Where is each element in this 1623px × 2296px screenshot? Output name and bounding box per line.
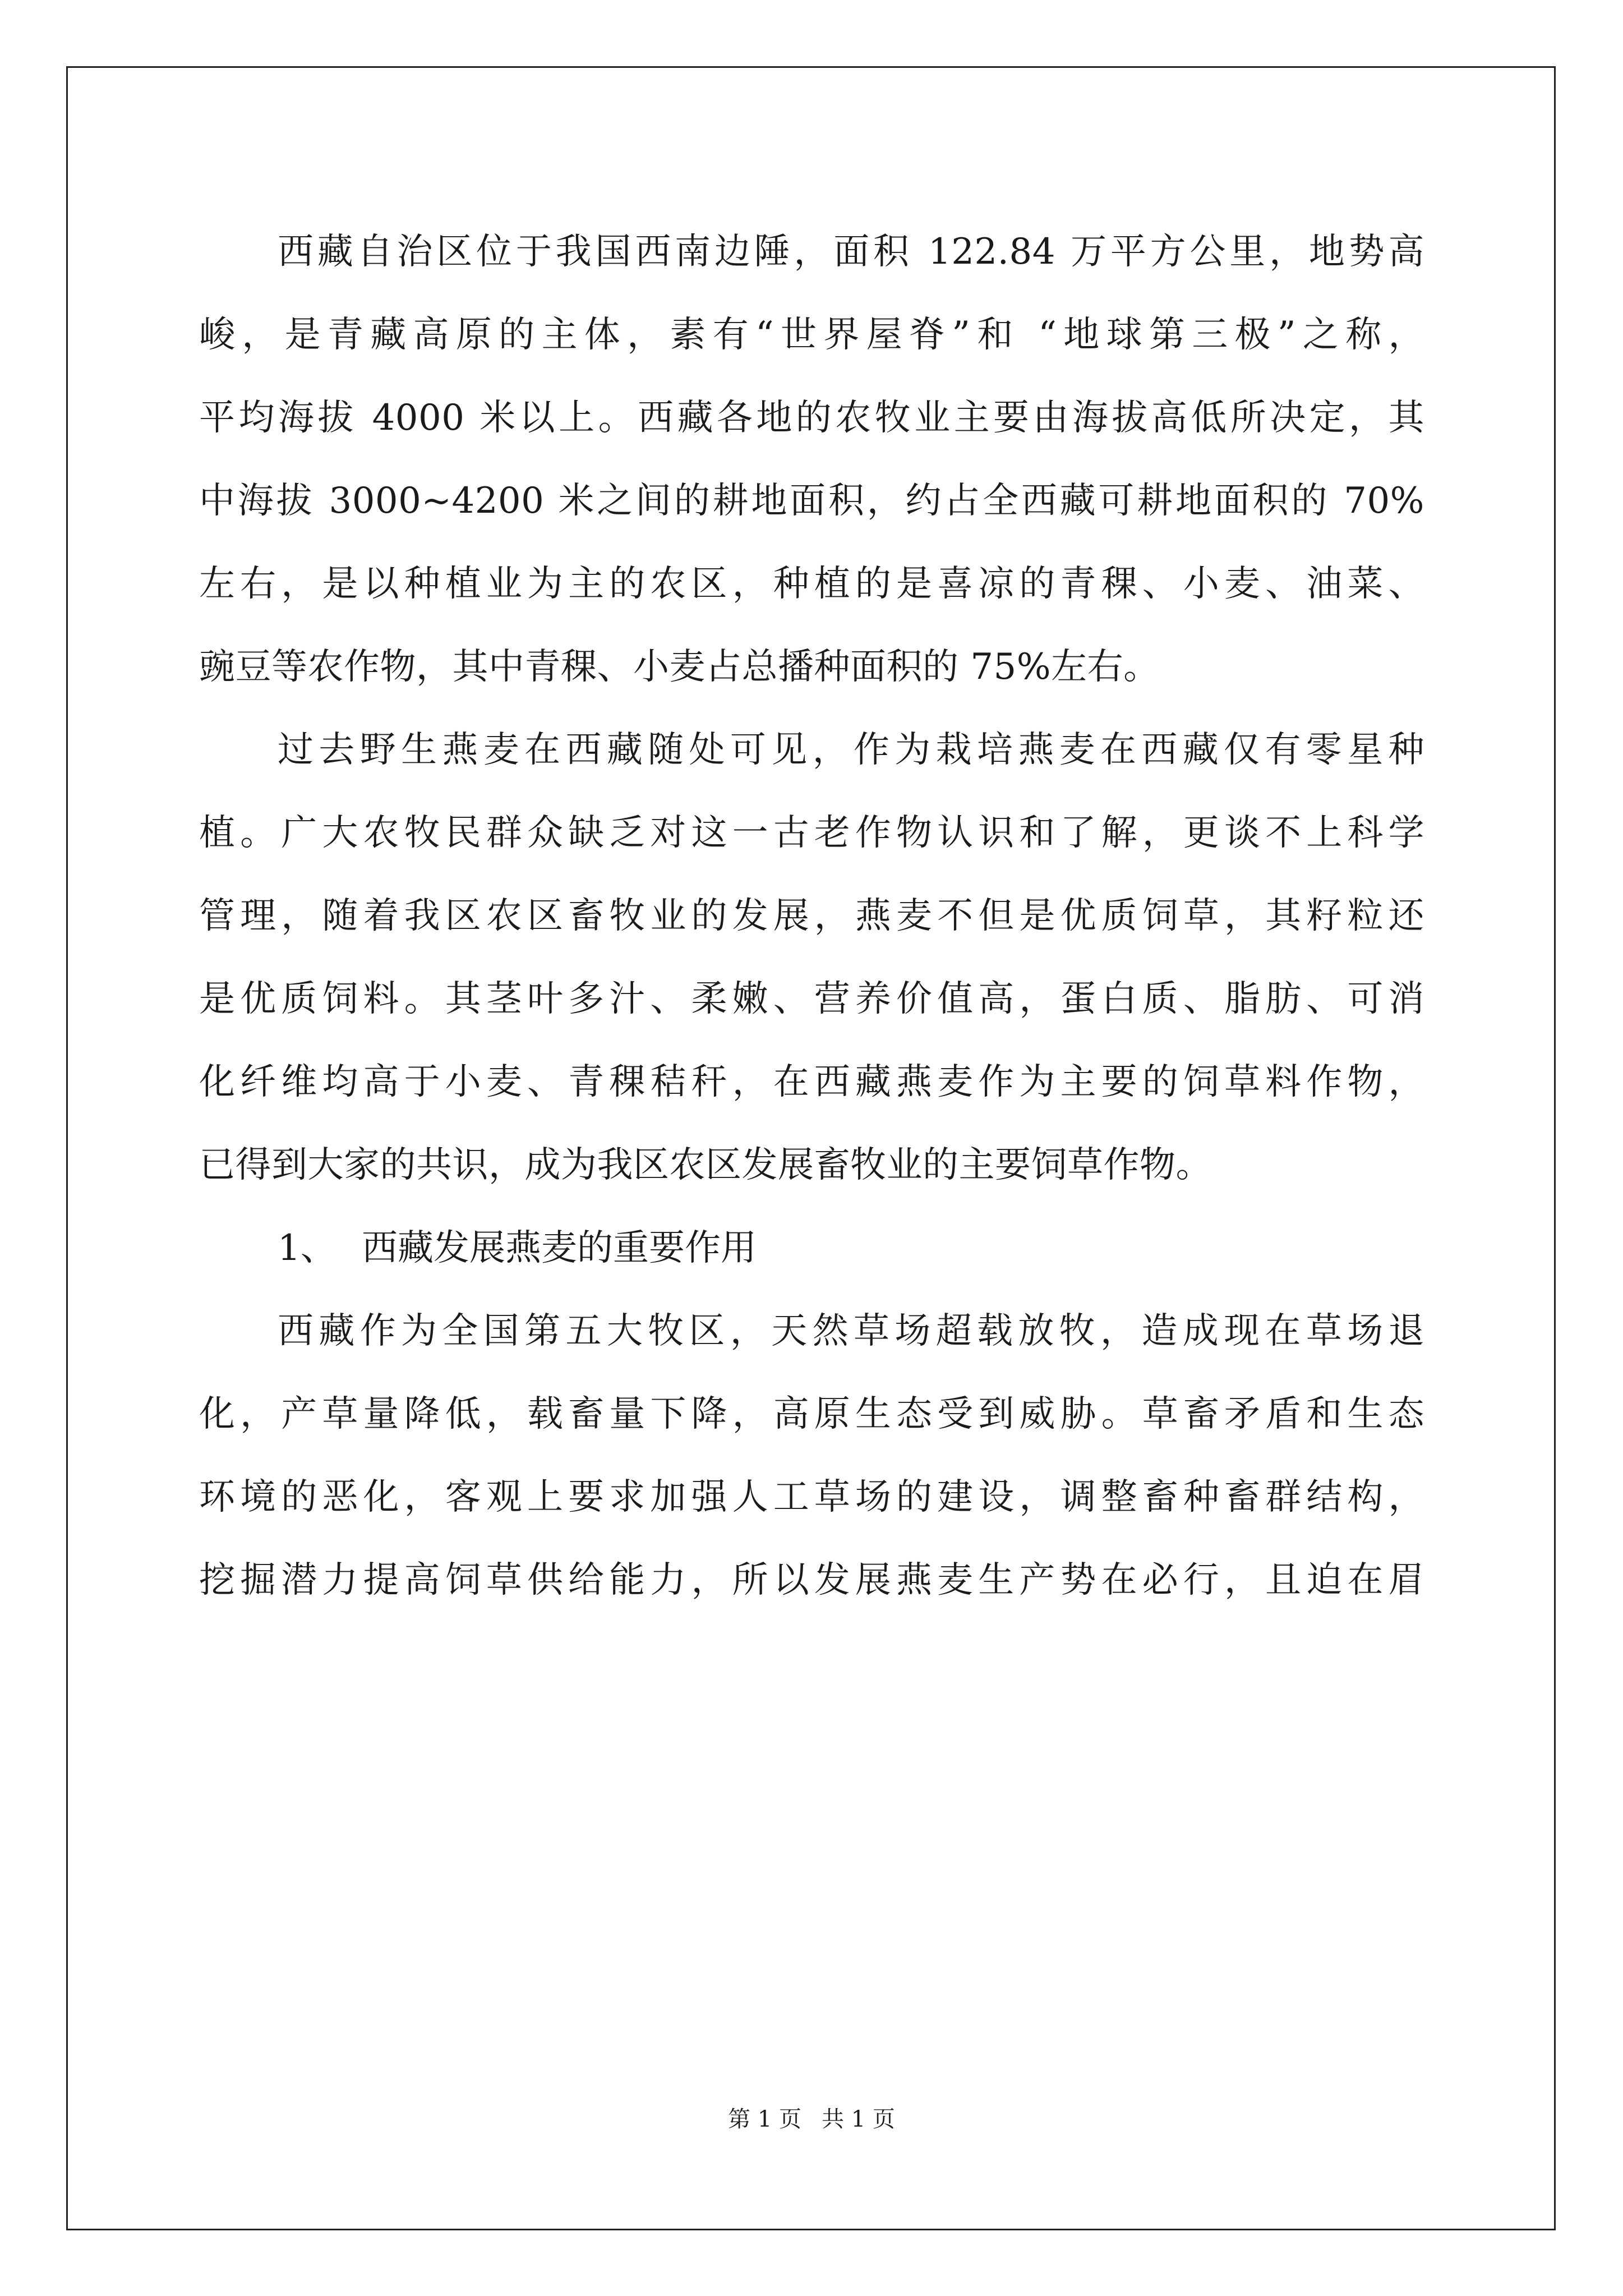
text-line: 是优质饲料。其茎叶多汁、柔嫩、营养价值高，蛋白质、脂肪、可消: [199, 978, 1424, 1020]
text-line: 管理，随着我区农区畜牧业的发展，燕麦不但是优质饲草，其籽粒还: [199, 895, 1424, 937]
section-heading: [199, 1207, 1424, 1290]
text-line: 化，产草量降低，载畜量下降，高原生态受到威胁。草畜矛盾和生态: [199, 1393, 1424, 1435]
text-line: 中海拔 3000~4200 米之间的耕地面积，约占全西藏可耕地面积的 70%: [199, 480, 1424, 522]
text-line: 已得到大家的共识，成为我区农区发展畜牧业的主要饲草作物。: [199, 1144, 1212, 1186]
text-line: 西藏自治区位于我国西南边陲，面积 122.84 万平方公里，地势高: [278, 231, 1424, 273]
text-line: 峻，是青藏高原的主体，素有“世界屋脊”和 “地球第三极”之称，: [199, 314, 1424, 356]
document-body: [199, 210, 1424, 1622]
text-line: 植。广大农牧民群众缺乏对这一古老作物认识和了解，更谈不上科学: [199, 812, 1424, 854]
page-number: 第 1 页: [728, 2106, 801, 2132]
text-line: 豌豆等农作物，其中青稞、小麦占总播种面积的 75%左右。: [199, 646, 1160, 688]
text-line: 化纤维均高于小麦、青稞秸秆，在西藏燕麦作为主要的饲草料作物，: [199, 1061, 1424, 1103]
paragraph-3: [199, 1290, 1424, 1622]
paragraph-2: [199, 708, 1424, 1207]
page-total: 共 1 页: [822, 2106, 895, 2132]
section-title: 西藏发展燕麦的重要作用: [362, 1227, 757, 1269]
text-line: 平均海拔 4000 米以上。西藏各地的农牧业主要由海拔高低所决定，其: [199, 397, 1424, 439]
section-number: 1、: [278, 1227, 336, 1269]
text-line: 过去野生燕麦在西藏随处可见，作为栽培燕麦在西藏仅有零星种: [278, 729, 1424, 771]
text-line: 环境的恶化，客观上要求加强人工草场的建设，调整畜种畜群结构，: [199, 1476, 1424, 1518]
text-line: 挖掘潜力提高饲草供给能力，所以发展燕麦生产势在必行，且迫在眉: [199, 1559, 1424, 1601]
paragraph-1: [199, 210, 1424, 708]
page-footer: [0, 2101, 1623, 2133]
text-line: 左右，是以种植业为主的农区，种植的是喜凉的青稞、小麦、油菜、: [199, 563, 1424, 605]
text-line: 西藏作为全国第五大牧区，天然草场超载放牧，造成现在草场退: [278, 1310, 1424, 1352]
